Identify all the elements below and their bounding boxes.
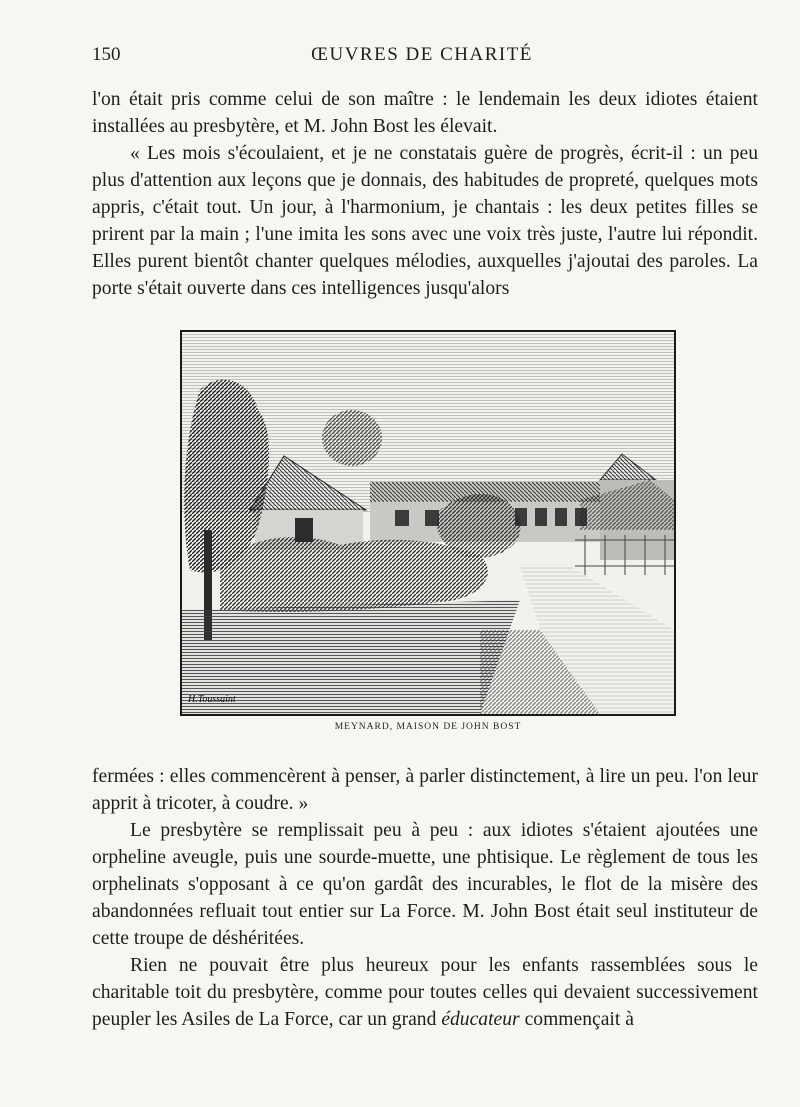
body-text-bottom: [92, 763, 758, 1033]
paragraph: l'on était pris comme celui de son maître : le lendemain les deux idiotes étaient installées au presbytère, et M. John Bost les élevait.: [92, 89, 758, 137]
engraver-signature: H.Toussaint: [188, 694, 236, 705]
paragraph: « Les mois s'écoulaient, et je ne constatais guère de progrès, écrit-il : un peu plus d'attention aux leçons que je donnais, des habitudes de propreté, quelques mots appris, c'était tout. Un jour, à l'harmonium, je chantais : les deux petites filles se prirent par la main ; l'une imita les sons avec une voix très juste, l'autre lui répondit. Elles purent bientôt chanter quelques mélodies, auxquelles j'ajoutai des paroles. La porte s'était ouverte dans ces intelligences jusqu'alors: [92, 143, 758, 299]
paragraph: fermées : elles commencèrent à penser, à parler distinctement, à lire un peu. l'on leur apprit à tricoter, à coudre. »: [92, 766, 758, 814]
paragraph-text: commençait à: [519, 1009, 634, 1030]
engraving-figure: [180, 330, 676, 716]
paragraph: [92, 952, 758, 1033]
running-title: ŒUVRES DE CHARITÉ: [311, 44, 533, 65]
paragraph: Le presbytère se remplissait peu à peu : aux idiotes s'étaient ajoutées une orpheline aveugle, puis une sourde-muette, une phtisique. Le règlement de tous les orphelinats s'opposant à ce qu'on gardât des incurables, le flot de la misère des abandonnées refluait tout entier sur La Force. M. John Bost était seul instituteur de cette troupe de déshéritées.: [92, 820, 758, 949]
emphasized-word: éducateur: [441, 1009, 520, 1030]
body-text-top: [92, 86, 758, 302]
running-header: [92, 44, 752, 74]
figure-caption: MEYNARD, MAISON DE JOHN BOST: [334, 722, 522, 732]
engraving-image: [180, 330, 676, 716]
page-number: 150: [92, 44, 121, 65]
paragraph-text: Rien ne pouvait être plus heureux pour les enfants rassemblées sous le charitable toit du presbytère, comme pour toutes celles qui devaient successivement peupler les Asiles de La Force, car un grand: [92, 955, 758, 1030]
